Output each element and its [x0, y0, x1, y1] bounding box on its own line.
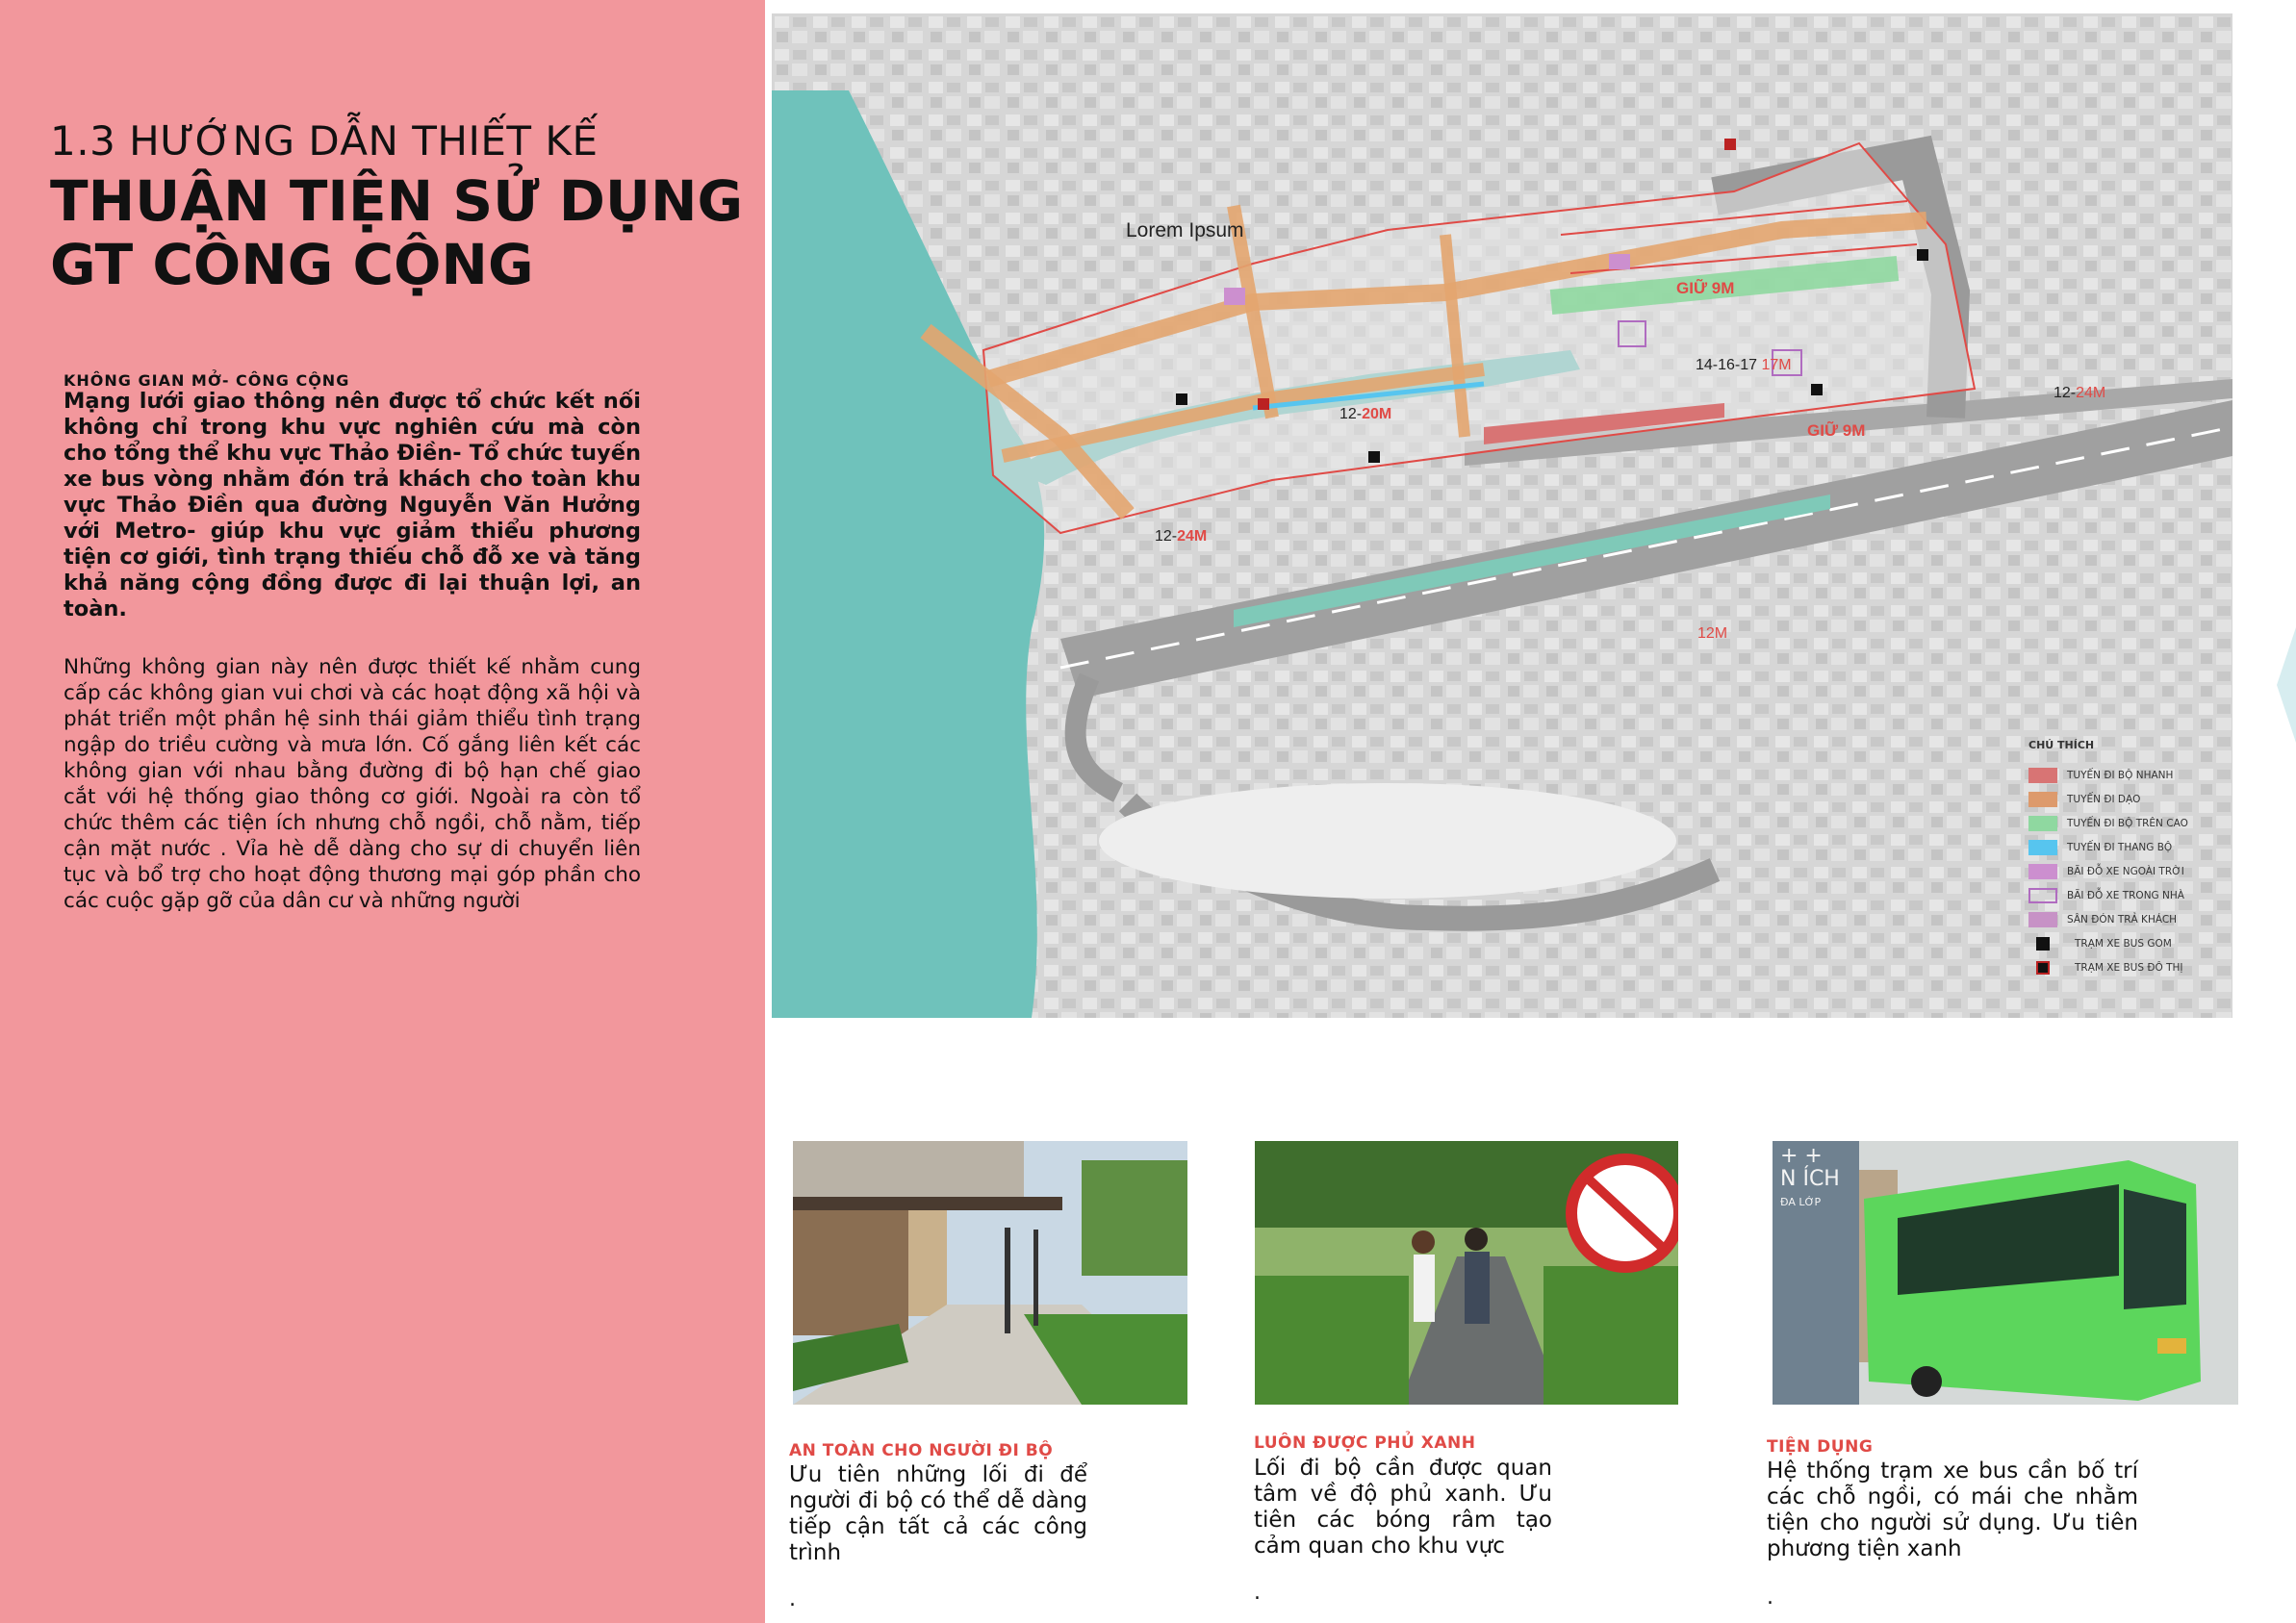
- legend-swatch: [2028, 768, 2057, 783]
- legend-item: [2028, 859, 2211, 883]
- legend-swatch: [2028, 792, 2057, 807]
- feature-body-greenery: Lối đi bộ cần được quan tâm về độ phủ xanh. Ưu tiên các bóng râm tạo cảm quan cho khu vực: [1254, 1456, 1552, 1559]
- intro-lead-paragraph: Mạng lưới giao thông nên được tổ chức kết nối không chỉ trong khu vực nghiên cứu mà còn cho tổng thể khu vực Thảo Điền- Tổ chức tuyến xe bus vòng nhằm đón trả khách cho toàn khu vực Thảo Điền qua đường Nguyễn Văn Hưởng với Metro- giúp khu vực giảm thiểu phương tiện cơ giới, tình trạng thiếu chỗ đỗ xe và tăng khả năng cộng đồng được đi lại thuận lợi, an toàn.: [64, 389, 641, 621]
- map-legend: [2028, 739, 2211, 979]
- loop-interior: [1099, 783, 1676, 899]
- legend-label: TUYẾN ĐI THANG BỘ: [2067, 841, 2173, 853]
- section-kicker: 1.3 HƯỚNG DẪN THIẾT KẾ: [50, 117, 599, 165]
- legend-item: [2028, 955, 2211, 979]
- sign-line-2: N ÍCH: [1780, 1167, 1840, 1191]
- photo-green-walkway: [1255, 1141, 1678, 1405]
- legend-label: BÃI ĐỖ XE TRONG NHÀ: [2067, 889, 2184, 901]
- legend-label: TUYẾN ĐI DẠO: [2067, 793, 2141, 805]
- legend-item: [2028, 931, 2211, 955]
- bus-stop-icon: [2036, 937, 2050, 951]
- legend-swatch: [2028, 888, 2057, 903]
- page-title: [50, 169, 743, 296]
- sign-line-3: ĐA LỚP: [1780, 1196, 1822, 1208]
- legend-swatch: [2028, 840, 2057, 855]
- feature-end-mark: .: [1254, 1581, 1261, 1605]
- outdoor-parking-2: [1609, 254, 1630, 269]
- legend-item: [2028, 835, 2211, 859]
- feature-body-pedestrian-safety: Ưu tiên những lối đi để người đi bộ có thể dễ dàng tiếp cận tất cả các công trình: [789, 1462, 1087, 1565]
- site-plan-map: [772, 13, 2232, 1018]
- legend-label: TUYẾN ĐI BỘ NHANH: [2067, 769, 2174, 781]
- bus-stop-icon: [1811, 384, 1823, 395]
- intro-subhead: KHÔNG GIAN MỞ- CÔNG CỘNG: [64, 371, 350, 390]
- feature-end-mark: .: [1767, 1585, 1773, 1610]
- legend-item: [2028, 907, 2211, 931]
- city-bus-stop-icon: [2036, 961, 2050, 975]
- road-width-label: 12-24M: [2054, 385, 2106, 401]
- title-line-2: GT CÔNG CỘNG: [50, 232, 534, 297]
- page-edge-arrow-icon: [2277, 627, 2296, 743]
- legend-label: TRẠM XE BUS ĐÔ THỊ: [2075, 961, 2183, 974]
- road-width-label: 12M: [1697, 625, 1728, 642]
- feature-end-mark: .: [789, 1587, 796, 1611]
- feature-body-convenience: Hệ thống trạm xe bus cần bố trí các chỗ ngồi, có mái che nhằm tiện cho người sử dụng. Ưu tiên phương tiện xanh: [1767, 1458, 2138, 1561]
- city-bus-stop-icon: [1258, 398, 1269, 410]
- photo-covered-walkway: [793, 1141, 1187, 1405]
- site-plan-drawing: [772, 13, 2232, 1018]
- road-width-label: GIỮ 9M: [1676, 279, 1735, 297]
- legend-item: [2028, 811, 2211, 835]
- intro-body-paragraph: Những không gian này nên được thiết kế nhằm cung cấp các không gian vui chơi và các hoạt động xã hội và phát triển một phần hệ sinh thái giảm thiểu tình trạng ngập do triều cường và mưa lớn. Cố gắng liên kết các không gian với nhau bằng đường đi bộ hạn chế giao cắt với hệ thống giao thông cơ giới. Ngoài ra còn tổ chức thêm các tiện ích nhưng chỗ ngồi, chỗ nằm, tiếp cận mặt nước . Vỉa hè dễ dàng cho sự di chuyển liên tục và bổ trợ cho hoạt động thương mại góp phần cho các cuộc gặp gỡ của dân cư và những người: [64, 655, 641, 913]
- legend-label: SÂN ĐÓN TRẢ KHÁCH: [2067, 913, 2178, 926]
- legend-item: [2028, 883, 2211, 907]
- legend-swatch: [2028, 912, 2057, 927]
- bus-stop-icon: [1176, 393, 1187, 405]
- feature-title-convenience: TIỆN DỤNG: [1767, 1437, 1874, 1457]
- map-place-label: Lorem Ipsum: [1126, 219, 1244, 241]
- outdoor-parking-1: [1224, 288, 1245, 305]
- feature-title-greenery: LUÔN ĐƯỢC PHỦ XANH: [1254, 1433, 1476, 1453]
- road-width-label: 12-20M: [1339, 406, 1392, 422]
- legend-swatch: [2028, 816, 2057, 831]
- legend-label: BÃI ĐỖ XE NGOÀI TRỜI: [2067, 865, 2184, 877]
- road-width-label: GIỮ 9M: [1807, 421, 1866, 440]
- legend-item: [2028, 763, 2211, 787]
- title-line-1: THUẬN TIỆN SỬ DỤNG: [50, 168, 744, 234]
- legend-title: CHÚ THÍCH: [2028, 739, 2095, 751]
- feature-title-pedestrian-safety: AN TOÀN CHO NGƯỜI ĐI BỘ: [789, 1441, 1054, 1460]
- legend-label: TUYẾN ĐI BỘ TRÊN CAO: [2067, 817, 2188, 829]
- sign-line-1: + +: [1780, 1144, 1823, 1168]
- city-bus-stop-icon: [1724, 139, 1736, 150]
- road-width-label: 14-16-17 17M: [1696, 357, 1792, 373]
- legend-swatch: [2028, 864, 2057, 879]
- legend-label: TRẠM XE BUS GOM: [2075, 937, 2172, 950]
- bus-stop-icon: [1917, 249, 1928, 261]
- bus-shelter-sign: [1780, 1145, 1840, 1214]
- bus-stop-icon: [1368, 451, 1380, 463]
- photo-green-bus: [1773, 1141, 2238, 1405]
- legend-item: [2028, 787, 2211, 811]
- road-width-label: 12-24M: [1155, 528, 1208, 545]
